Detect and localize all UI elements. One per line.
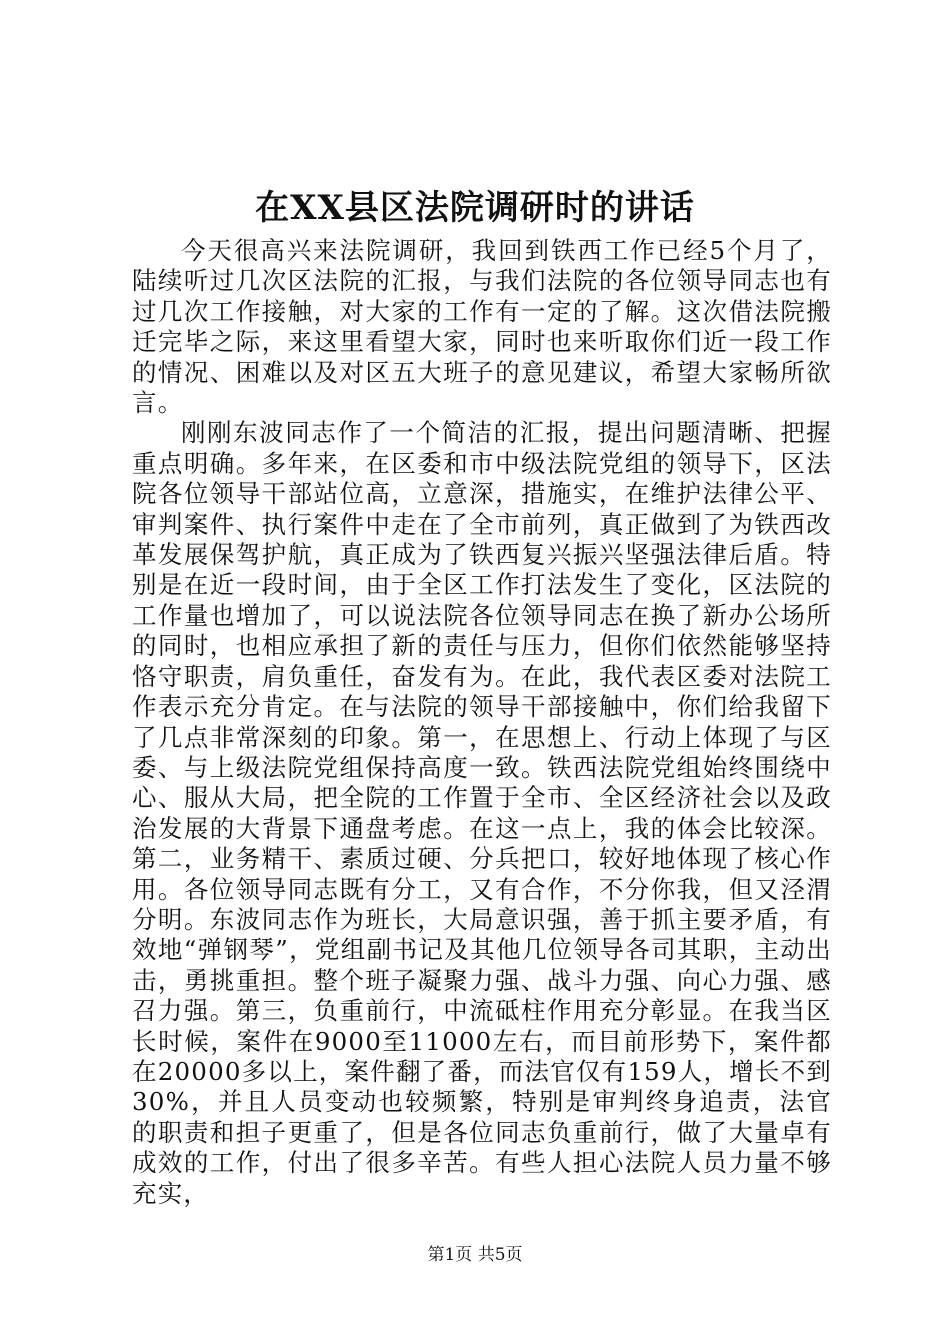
paragraph-1: 今天很高兴来法院调研，我回到铁西工作已经5个月了，陆续听过几次区法院的汇报，与我们法院的各位领导同志也有过几次工作接触，对大家的工作有一定的了解。这次借法院搬迁完毕之际，来这里看望大家，同时也来听取你们近一段工作的情况、困难以及对区五大班子的意见建议，希望大家畅所欲言。 [132, 236, 832, 418]
document-title: 在XX县区法院调研时的讲话 [255, 188, 695, 228]
paragraph-2: 刚刚东波同志作了一个简洁的汇报，提出问题清晰、把握重点明确。多年来，在区委和市中级法院党组的领导下，区法院各位领导干部站位高，立意深，措施实，在维护法律公平、审判案件、执行案件中走在了全市前列，真正做到了为铁西改革发展保驾护航，真正成为了铁西复兴振兴坚强法律后盾。特别是在近一段时间，由于全区工作打法发生了变化，区法院的工作量也增加了，可以说法院各位领导同志在换了新办公场所的同时，也相应承担了新的责任与压力，但你们依然能够坚持恪守职责，肩负重任，奋发有为。在此，我代表区委对法院工作表示充分肯定。在与法院的领导干部接触中，你们给我留下了几点非常深刻的印象。第一，在思想上、行动上体现了与区委、与上级法院党组保持高度一致。铁西法院党组始终围绕中心、服从大局，把全院的工作置于全市、全区经济社会以及政治发展的大背景下通盘考虑。在这一点上，我的体会比较深。第二，业务精干、素质过硬、分兵把口，较好地体现了核心作用。各位领导同志既有分工，又有合作，不分你我，但又泾渭分明。东波同志作为班长，大局意识强，善于抓主要矛盾，有效地“弹钢琴”，党组副书记及其他几位领导各司其职，主动出击，勇挑重担。整个班子凝聚力强、战斗力强、向心力强、感召力强。第三，负重前行，中流砥柱作用充分彰显。在我当区长时候，案件在9000至11000左右，而目前形势下，案件都在20000多以上，案件翻了番，而法官仅有159人，增长不到30%，并且人员变动也较频繁，特别是审判终身追责，法官的职责和担子更重了，但是各位同志负重前行，做了大量卓有成效的工作，付出了很多辛苦。有些人担心法院人员力量不够充实， [132, 418, 832, 1208]
document-body [132, 236, 832, 1209]
page-footer: 第1页 共5页 [427, 1245, 523, 1265]
